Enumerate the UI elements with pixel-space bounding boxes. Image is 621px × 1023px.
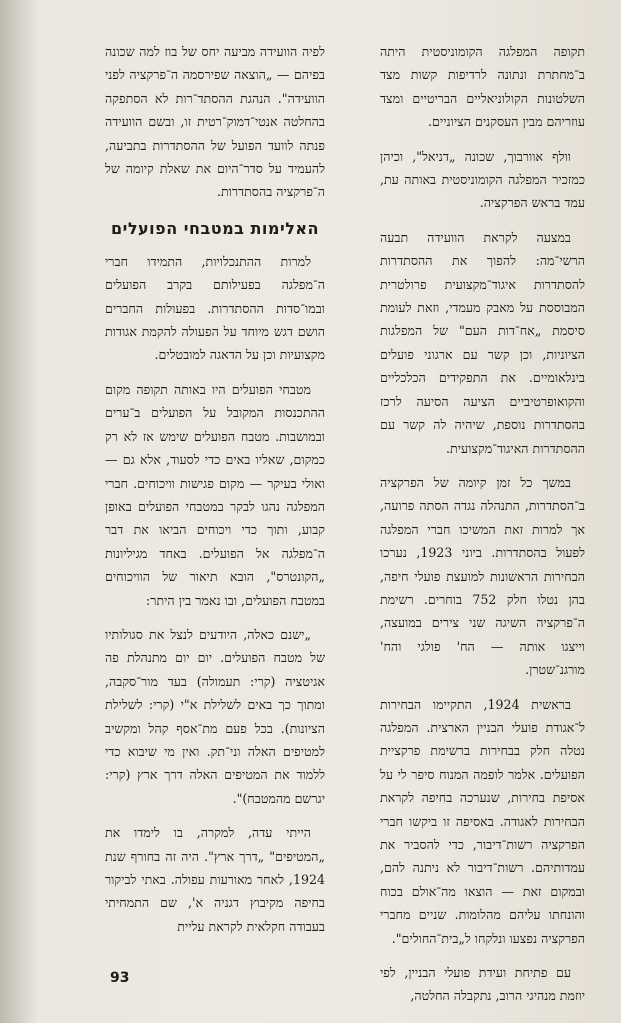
right-text-column <box>380 40 585 1019</box>
left-text-column <box>105 40 325 949</box>
binding-shadow <box>0 0 40 1023</box>
paragraph: בראשית 1924, התקיימו הבחירות ל־אגודת פועלי הבניין הארצית. המפלגה נטלה חלק בבחירות ברשימת פרקציית הפועלים. אלמר לופמה המנוח סיפר לי על אסיפת בחירות, שנערכה בחיפה לקראת הבחירות לאגודה. באסיפה זו ביקשו חברי הפרקציה רשות־דיבור, כדי להסביר את עמדותיהם. רשות־דיבור לא ניתנה להם, ובמקום זאת — הוצאו מה־אולם בכוח והונחתו עליהם מהלומות. שניים מחברי הפרקציה נפצעו ונלקחו ל„בית־החולים". <box>380 696 585 946</box>
paragraph: תקופה המפלגה הקומוניסטית היתה ב־מחתרת ונתונה לרדיפות קשות מצד השלטונות הקולוניאליים הבריטיים ומצד עוזריהם מבין העסקנים הציוניים. <box>380 44 585 130</box>
page-number: 93 <box>110 970 130 986</box>
paragraph: מטבחי הפועלים היו באותה תקופה מקום ההתכנסות המקובל על הפועלים ב־ערים ובמושבות. מטבח הפועלים שימש אז לא רק כמקום, שאליו באים כדי לסעוד, אלא גם — ואולי בעיקר — מקום פגישות וויכוחים. חברי המפלגה נהגו לבקר במטבחי הפועלים באופן קבוע, ותוך כדי ויכוחים הביאו את דבר ה־מפלגה אל הפועלים. באחד מגיליונות „הקונטרס", הובא תיאור של הוויכוחים במטבח הפועלים, ובו נאמר בין היתר: <box>105 381 325 608</box>
paragraph: הייתי עדה, למקרה, בו לימדו את „המטיפים" „דרך ארץ". היה זה בחורף שנת 1924, לאחר מאורעות עפולה. באתי לביקור בחיפה מקיבוץ דגניה א', שם התמחיתי בעבודה חקלאית לקראת עליית <box>105 825 325 934</box>
section-heading: האלימות במטבחי הפועלים <box>110 218 320 238</box>
paragraph: במשך כל זמן קיומה של הפרקציה ב־הסתדרות, התנהלה נגדה הסתה פרועה, אך למרות זאת המשיכו חברי המפלגה לפעול בהסתדרות. ביוני 1923, נערכו הבחירות הראשונות למועצת פועלי חיפה, בהן נטלו חלק 752 בוחרים. רשימת ה־פרקציה השיגה שני צירים במועצה, וייצגו אותה — הח' פולגי והח' מורגנ־שטרן. <box>380 474 586 678</box>
paragraph: עם פתיחת ועידת פועלי הבניין, לפי יוזמת מנהיגי הרוב, נתקבלה החלטה, <box>380 965 585 1004</box>
paragraph: במצעה לקראת הוועידה תבעה הרשי־מה: להפוך את ההסתדרות להסתדרות איגוד־מקצועית פרולטרית המבוססת על מאבק מעמדי, וזאת לעומת סיסמת „אח־דות העם" של המפלגות הציוניות, וכן קשר עם ארגוני פועלים בינלאומיים. את התפקידים הכלכליים והקואופרטיביים הציעה הסיעה לרכז בהסתדרות נוספת, שיהיה לה קשר עם ההסתדרות האיגוד־מקצועית. <box>380 229 585 456</box>
paragraph: „ישנם כאלה, היודעים לנצל את סגולותיו של מטבח הפועלים. יום יום מתנהלת פה אגיטציה (קרי: תעמולה) בעד מור־סקבה, ומתוך כך באים לשלילת א"י (קרי: לשלילת הציונות). בכל פעם מת־אסף קהל ומקשיב למטיפים האלה וני־תק. ואין מי שיבוא כדי ללמוד את המטיפים האלה דרך ארץ (קרי: יגרשם מהמטבח)". <box>105 626 325 806</box>
paragraph: לפיה הוועידה מביעה יחס של בוז למה שכונה בפיהם — „הוצאה שפירסמה ה־פרקציה לפני הוועידה". הנהגת ההסתד־רות לא הסתפקה בהחלטה אנטי־דמוק־רטית זו, ובשם הוועידה פנתה לוועד הפועל של ההסתדרות בתביעה, להעמיד על סדר־היום את שאלת קיומה של ה־פרקציה בהסתדרות. <box>105 44 325 200</box>
paragraph: למרות ההתנכלויות, התמידו חברי ה־מפלגה בפעילותם בקרב הפועלים ובמו־סדות ההסתדרות. בפעולות החברים הושם דגש מיוחד על הפעולה להקמת אגודות מקצועיות וכן על הדאגה למובטלים. <box>105 253 325 363</box>
paragraph: וולף אוורבוך, שכונה „דניאל", וכיהן כמזכיר המפלגה הקומוניסטית באותה עת, עמד בראש הפרקציה. <box>380 148 585 211</box>
